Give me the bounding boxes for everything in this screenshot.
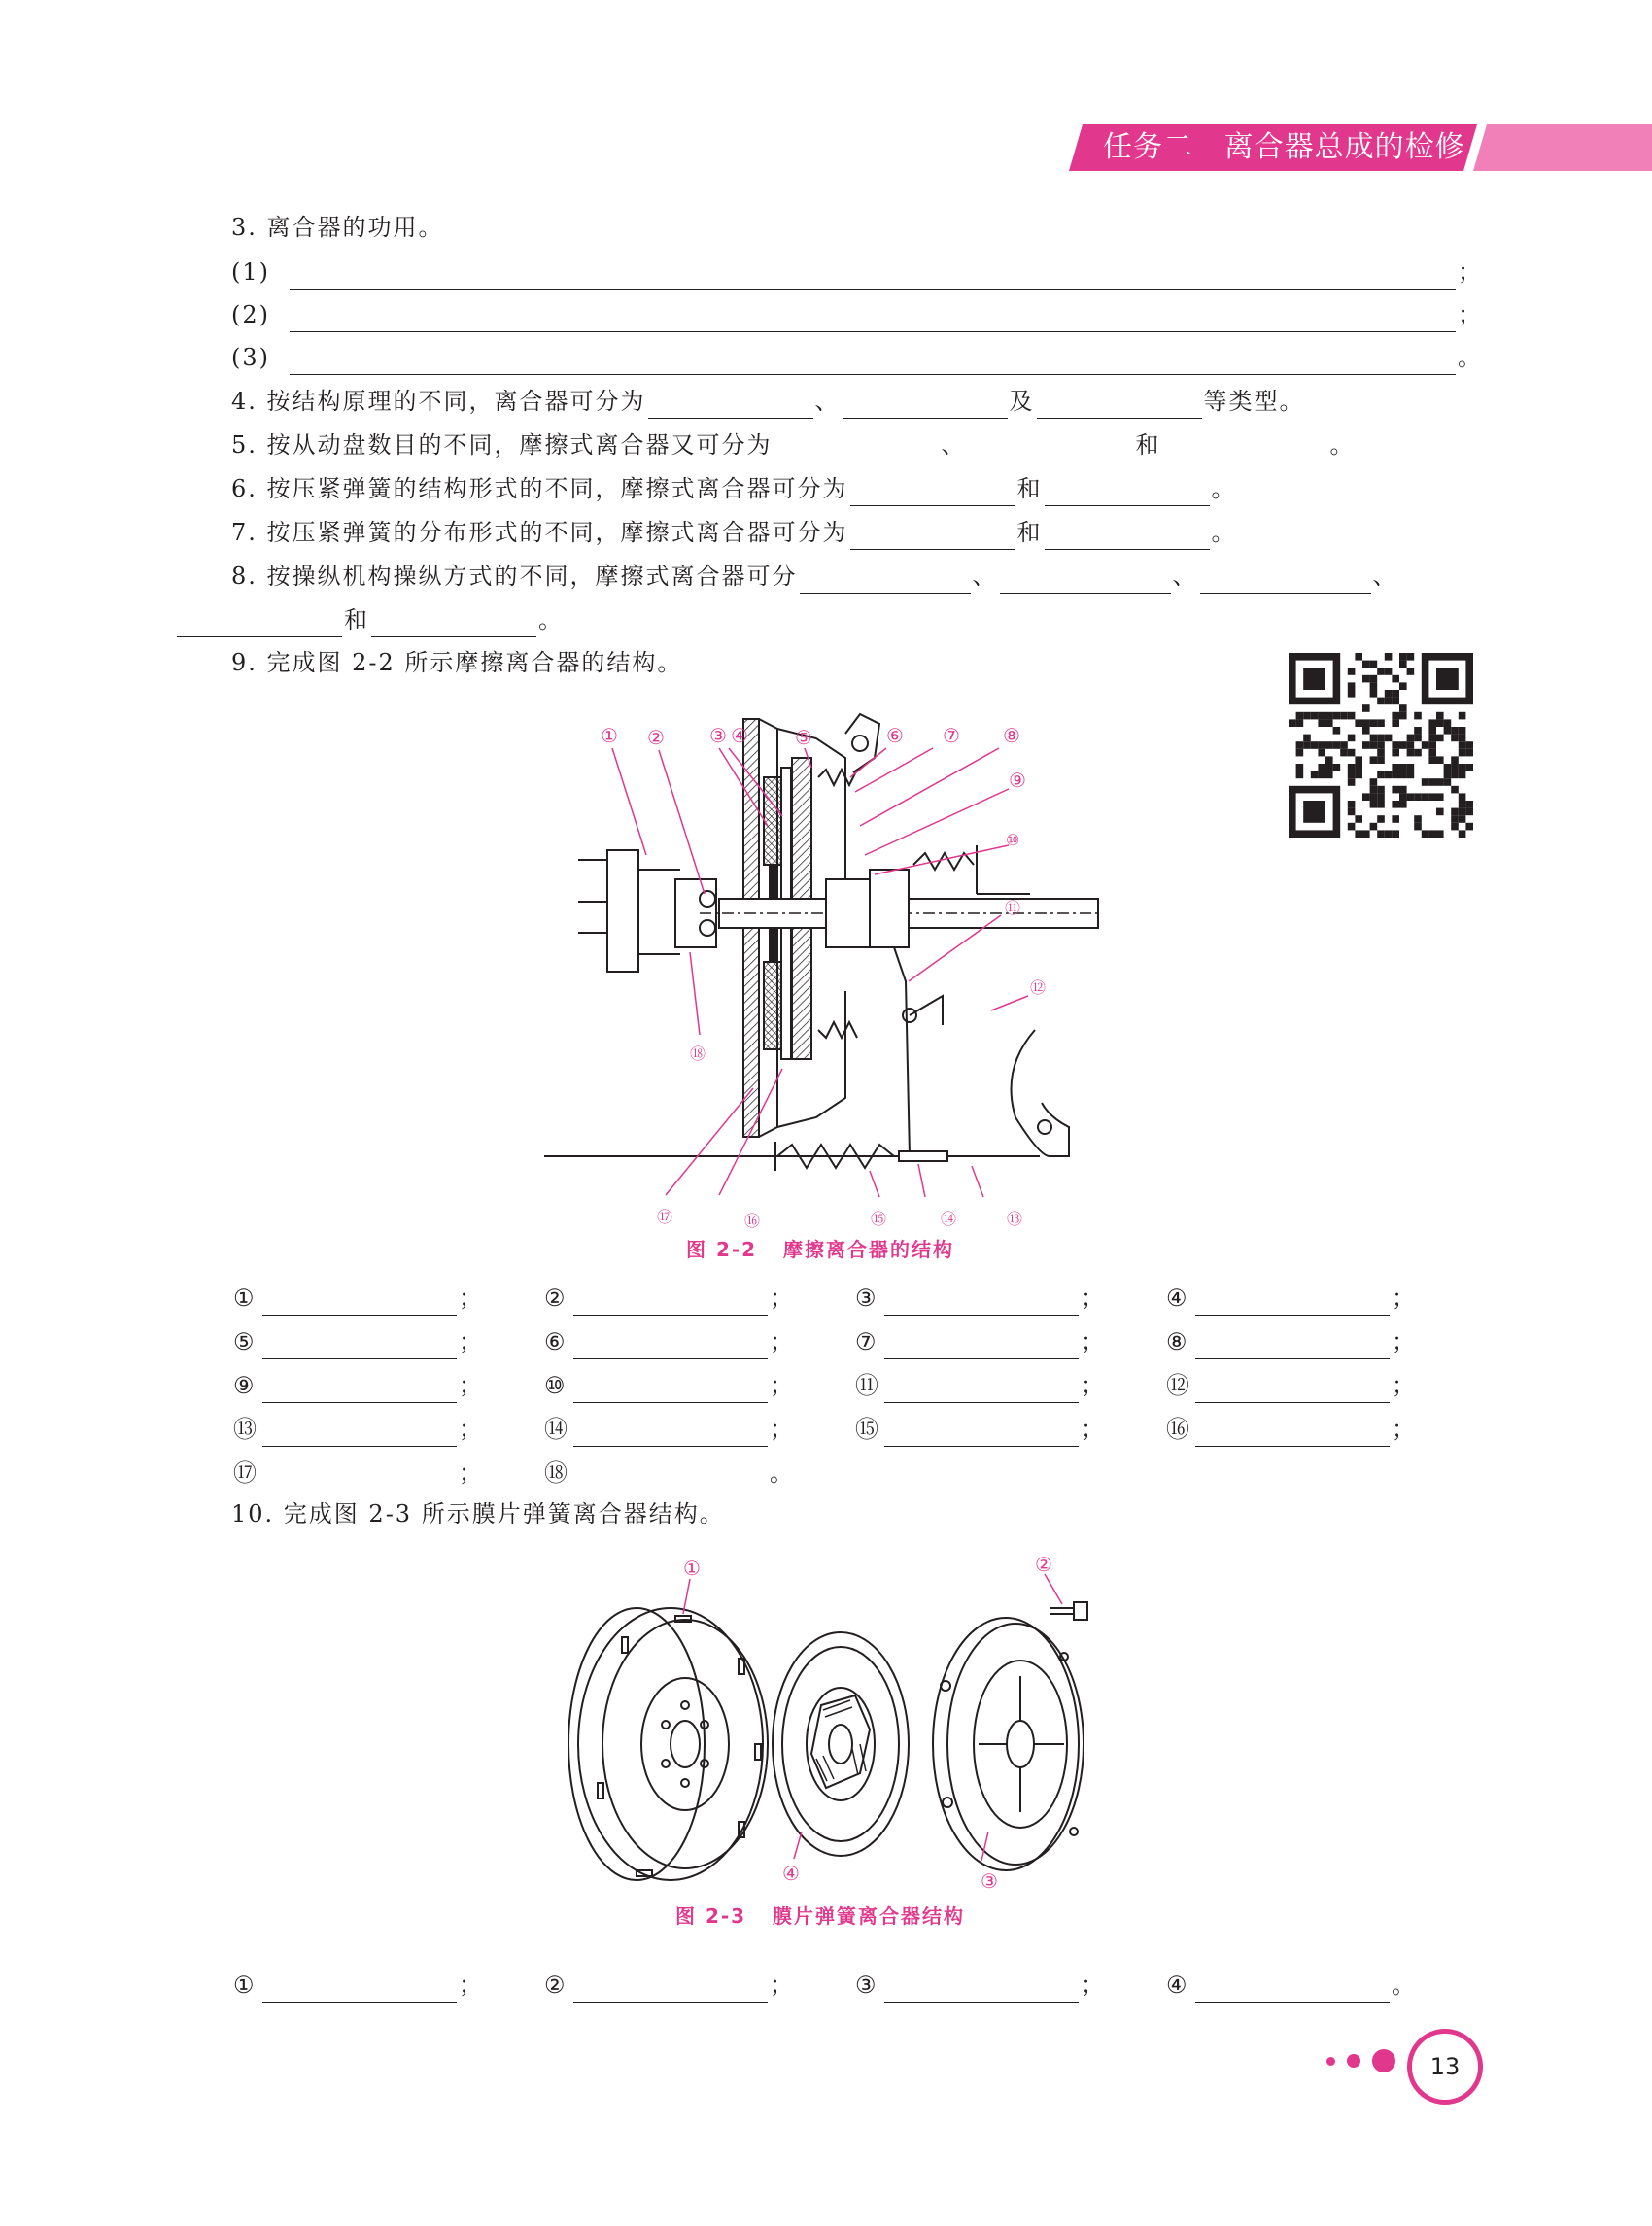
friction-lining-bottom — [764, 962, 781, 1049]
answer-item — [855, 1324, 1104, 1359]
answer-number: ⑧ — [1166, 1328, 1187, 1355]
answer-number: ⑬ — [233, 1416, 257, 1443]
answer-blank[interactable] — [262, 1287, 457, 1316]
answer-blank[interactable] — [262, 1331, 457, 1359]
punct: ； — [459, 1416, 482, 1443]
q3-item-label: (2) — [231, 301, 270, 328]
answer-blank[interactable] — [800, 565, 971, 594]
answer-number: ⑨ — [233, 1372, 255, 1399]
q6-text: 6. 按压紧弹簧的结构形式的不同，摩擦式离合器可分为 — [231, 475, 848, 502]
fig22-label-7: ⑦ — [943, 724, 960, 747]
fig23-label-3: ③ — [981, 1869, 998, 1893]
punct: ； — [770, 1284, 793, 1312]
answer-blank[interactable] — [1195, 1419, 1390, 1447]
answer-blank[interactable] — [1000, 565, 1171, 594]
answer-blank[interactable] — [1195, 1375, 1390, 1403]
answer-blank[interactable] — [573, 1462, 768, 1490]
answer-blank[interactable] — [262, 1974, 457, 2003]
punct: 、 — [1172, 563, 1198, 590]
qr-code[interactable] — [1289, 653, 1473, 838]
answer-number: ① — [233, 1284, 255, 1312]
q5 — [231, 428, 1356, 462]
q8-line-1 — [231, 559, 1398, 594]
punct: ； — [1081, 1284, 1104, 1312]
answer-blank[interactable] — [969, 434, 1134, 462]
answer-number: ⑤ — [233, 1328, 255, 1355]
answer-item — [855, 1412, 1104, 1447]
q3-item-1 — [231, 255, 1483, 290]
clutch-pedal — [1012, 1030, 1070, 1156]
answer-blank[interactable] — [573, 1375, 768, 1403]
answer-item — [233, 1324, 482, 1359]
answer-blank[interactable] — [884, 1375, 1079, 1403]
answer-blank[interactable] — [1045, 478, 1210, 506]
answer-number: ⑪ — [855, 1372, 878, 1399]
fig22-label-4: ④ — [731, 724, 748, 747]
q8-line-2 — [175, 602, 564, 637]
answer-blank[interactable] — [884, 1331, 1079, 1359]
answer-blank[interactable] — [1195, 1331, 1390, 1359]
answer-blank[interactable] — [884, 1287, 1079, 1316]
punct: ； — [770, 1416, 793, 1443]
punct: 和 — [1016, 519, 1043, 546]
page-dot-large — [1372, 2049, 1395, 2072]
answer-number: ⑥ — [544, 1328, 566, 1355]
bolt-drawing — [1050, 1602, 1087, 1620]
q3-item-2 — [231, 297, 1483, 332]
q7 — [231, 515, 1237, 550]
answer-item — [1166, 1412, 1415, 1447]
driven-disc-drawing — [773, 1632, 909, 1856]
punct: 。 — [1392, 1971, 1415, 1999]
answer-blank[interactable] — [573, 1974, 768, 2003]
answer-blank[interactable] — [884, 1419, 1079, 1447]
answer-blank[interactable] — [371, 609, 536, 637]
punct: 。 — [770, 1459, 793, 1487]
answer-blank[interactable] — [262, 1419, 457, 1447]
flywheel-drawing — [568, 1608, 768, 1880]
q9-title: 9. 完成图 2-2 所示摩擦离合器的结构。 — [231, 649, 683, 676]
q4-text: 4. 按结构原理的不同，离合器可分为 — [231, 388, 646, 415]
fig23-label-4: ④ — [782, 1862, 800, 1885]
punct: ； — [1458, 258, 1483, 286]
answer-number: ② — [544, 1971, 566, 1999]
answer-blank[interactable] — [884, 1974, 1079, 2003]
answer-blank[interactable] — [177, 609, 342, 637]
answer-item — [233, 1455, 482, 1490]
diaphragm-clutch-diagram — [539, 1550, 1122, 1900]
answer-number: ⑱ — [544, 1459, 568, 1487]
answer-blank[interactable] — [1200, 565, 1371, 594]
chapter-header — [1069, 124, 1652, 171]
answer-number: ② — [544, 1284, 566, 1312]
q3-item-label: (3) — [231, 344, 270, 371]
fig22-label-12: ⑫ — [1030, 978, 1047, 997]
fig22-label-13: ⑬ — [1007, 1210, 1023, 1228]
answer-item — [855, 1968, 1104, 2003]
punct: 。 — [1211, 475, 1237, 502]
punct: ； — [770, 1328, 793, 1355]
answer-number: ④ — [1166, 1284, 1187, 1312]
fig23-caption: 图 2-3 膜片弹簧离合器结构 — [675, 1904, 965, 1928]
fig22-caption: 图 2-2 摩擦离合器的结构 — [686, 1238, 954, 1261]
fig22-label-10: ⑩ — [1006, 831, 1020, 849]
punct: ； — [459, 1372, 482, 1399]
answer-blank[interactable] — [573, 1331, 768, 1359]
answer-blank[interactable] — [1045, 522, 1210, 550]
fig22-label-11: ⑪ — [1005, 899, 1021, 917]
fig23-label-1: ① — [683, 1557, 701, 1580]
q4 — [231, 384, 1305, 419]
answer-item — [855, 1368, 1104, 1403]
answer-item — [544, 1455, 793, 1490]
answer-number: ⑦ — [855, 1328, 877, 1355]
answer-blank[interactable] — [1037, 391, 1202, 419]
crankshaft — [607, 850, 638, 972]
punct: ； — [1081, 1328, 1104, 1355]
answer-blank[interactable] — [573, 1287, 768, 1316]
page-dot-medium — [1347, 2054, 1360, 2068]
answer-number: ⑭ — [544, 1416, 568, 1443]
answer-blank[interactable] — [774, 434, 940, 462]
answer-item — [233, 1968, 482, 2003]
fig23-label-2: ② — [1035, 1553, 1052, 1576]
q3-item-3 — [231, 340, 1483, 375]
answer-blank[interactable] — [262, 1462, 457, 1490]
answer-number: ⑮ — [855, 1416, 878, 1443]
fig22-label-2: ② — [647, 726, 665, 749]
punct: 。 — [1211, 519, 1237, 546]
friction-lining-top — [764, 777, 781, 865]
punct: ； — [1458, 301, 1483, 328]
answer-item — [544, 1412, 793, 1447]
q5-text: 5. 按从动盘数目的不同，摩擦式离合器又可分为 — [231, 431, 773, 459]
answer-number: ① — [233, 1971, 255, 1999]
answer-blank[interactable] — [648, 391, 813, 419]
punct: ； — [459, 1971, 482, 1999]
answer-item — [233, 1368, 482, 1403]
punct: 、 — [941, 431, 967, 459]
answer-blank[interactable] — [290, 261, 1456, 290]
answer-number: ④ — [1166, 1971, 1187, 1999]
punct: 和 — [1016, 475, 1043, 502]
release-lever-pivot — [852, 736, 868, 751]
punct: 等类型。 — [1203, 388, 1305, 415]
answer-item — [1166, 1968, 1415, 2003]
fig22-label-16: ⑯ — [744, 1212, 761, 1230]
answer-item — [544, 1968, 793, 2003]
fig22-label-14: ⑭ — [941, 1210, 957, 1228]
fig22-label-17: ⑰ — [657, 1208, 673, 1226]
answer-item — [233, 1412, 482, 1447]
answer-number: ③ — [855, 1284, 877, 1312]
release-bearing — [826, 879, 870, 947]
answer-item — [544, 1281, 793, 1316]
answer-blank[interactable] — [290, 304, 1456, 332]
friction-clutch-diagram — [544, 700, 1108, 1244]
q10-title: 10. 完成图 2-3 所示膜片弹簧离合器结构。 — [231, 1500, 725, 1527]
punct: ； — [1392, 1372, 1415, 1399]
pressure-spring-bottom — [818, 1022, 857, 1038]
punct: ； — [1081, 1971, 1104, 1999]
punct: ； — [1392, 1284, 1415, 1312]
q8-text: 8. 按操纵机构操纵方式的不同，摩擦式离合器可分 — [231, 563, 798, 590]
fig22-label-6: ⑥ — [886, 724, 904, 747]
answer-blank[interactable] — [843, 391, 1008, 419]
answer-blank[interactable] — [850, 478, 1015, 506]
answer-item — [544, 1324, 793, 1359]
answer-number: ⑰ — [233, 1459, 257, 1487]
punct: ； — [1392, 1416, 1415, 1443]
answer-item — [1166, 1281, 1415, 1316]
answer-item — [544, 1368, 793, 1403]
punct: ； — [459, 1284, 482, 1312]
punct: 、 — [972, 563, 998, 590]
fig22-label-1: ① — [601, 724, 618, 747]
punct: 和 — [1135, 431, 1161, 459]
q3-title: 3. 离合器的功用。 — [231, 214, 444, 241]
q6 — [231, 471, 1237, 506]
fig22-label-5: ⑤ — [795, 726, 812, 749]
punct: 。 — [1458, 344, 1483, 371]
answer-blank[interactable] — [1195, 1974, 1390, 2003]
answer-blank[interactable] — [1163, 434, 1328, 462]
answer-number: ③ — [855, 1971, 877, 1999]
q7-text: 7. 按压紧弹簧的分布形式的不同，摩擦式离合器可分为 — [231, 519, 848, 546]
fig22-label-9: ⑨ — [1009, 769, 1026, 792]
punct: ； — [459, 1459, 482, 1487]
answer-item — [233, 1281, 482, 1316]
punct: ； — [770, 1971, 793, 1999]
fig22-label-8: ⑧ — [1003, 724, 1020, 747]
answer-item — [855, 1281, 1104, 1316]
punct: 、 — [814, 388, 841, 415]
answer-blank[interactable] — [573, 1419, 768, 1447]
answer-number: ⑫ — [1166, 1372, 1189, 1399]
punct: 。 — [1329, 431, 1356, 459]
punct: 、 — [1372, 563, 1398, 590]
punct: 及 — [1009, 388, 1035, 415]
punct: ； — [1081, 1416, 1104, 1443]
page-dot-small — [1326, 2057, 1335, 2066]
punct: ； — [1392, 1328, 1415, 1355]
punct: ； — [1081, 1372, 1104, 1399]
fig22-label-3: ③ — [709, 724, 727, 747]
answer-blank[interactable] — [290, 347, 1456, 375]
fig22-label-15: ⑮ — [871, 1210, 887, 1228]
punct: ； — [459, 1328, 482, 1355]
answer-blank[interactable] — [262, 1375, 457, 1403]
answer-number: ⑯ — [1166, 1416, 1189, 1443]
answer-blank[interactable] — [1195, 1287, 1390, 1316]
punct: 。 — [538, 606, 564, 634]
chapter-title: 任务二 离合器总成的检修 — [1103, 130, 1465, 164]
pressure-plate-drawing — [933, 1618, 1084, 1870]
fig22-label-18: ⑱ — [690, 1045, 706, 1063]
q3-item-label: (1) — [231, 258, 270, 286]
answer-item — [1166, 1368, 1415, 1403]
answer-item — [1166, 1324, 1415, 1359]
answer-number: ⑩ — [544, 1372, 566, 1399]
punct: 和 — [344, 606, 369, 634]
punct: ； — [770, 1372, 793, 1399]
page-number: 13 — [1407, 2029, 1483, 2105]
answer-blank[interactable] — [850, 522, 1015, 550]
